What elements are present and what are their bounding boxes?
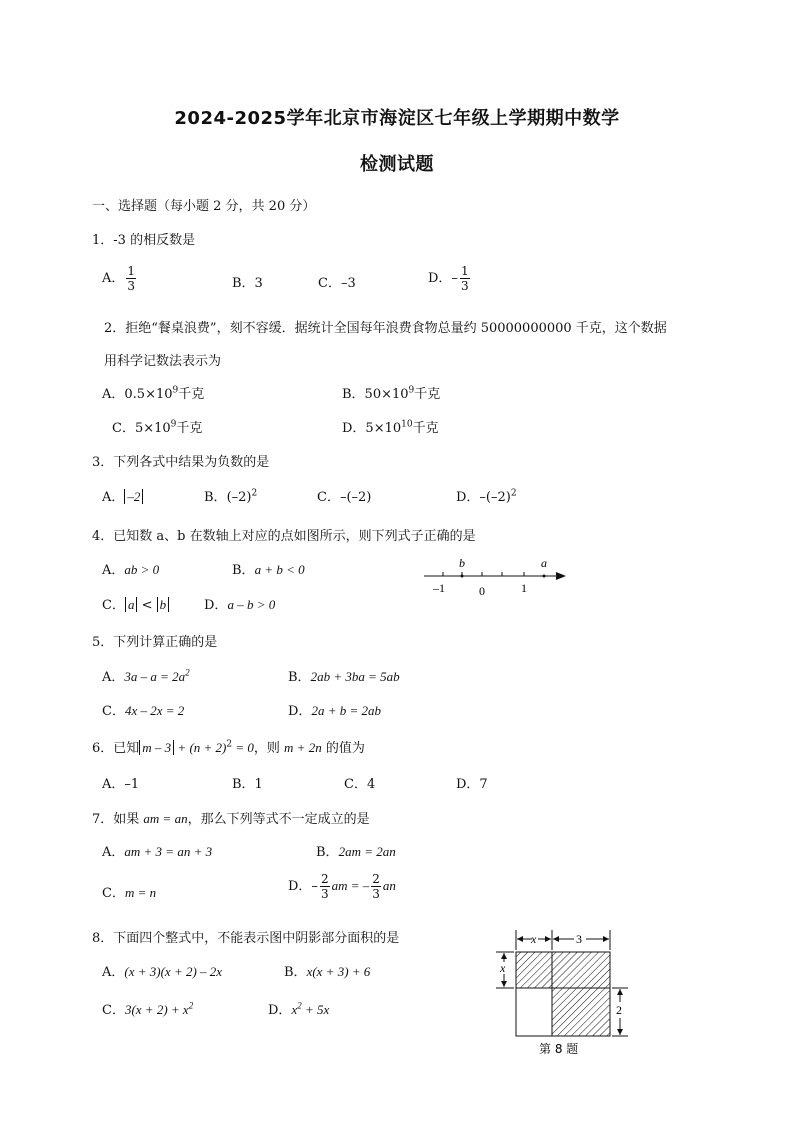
q4-option-b: B．a + b < 0 [232, 562, 305, 578]
title-line-2: 检测试题 [360, 154, 434, 175]
q1-stem: 1．-3 的相反数是 [92, 233, 196, 248]
q4-option-c: C． a < b [102, 594, 169, 613]
q3-stem: 3．下列各式中结果为负数的是 [92, 455, 270, 470]
q5-option-c: C．4x – 2x = 2 [102, 703, 185, 719]
shaded-region-3x2 [552, 988, 610, 1036]
q5-option-b: B．2ab + 3ba = 5ab [288, 669, 400, 685]
q1-option-d: D．– $\frac{1}{3}$ [428, 264, 469, 293]
label-2: 2 [616, 1003, 622, 1017]
q2-stem-line-2: 用科学记数法表示为 [104, 354, 222, 369]
q6-option-b: B．1 [232, 777, 263, 792]
q5-option-d: D．2a + b = 2ab [288, 703, 381, 719]
point-b [461, 575, 464, 578]
shaded-region-3x [552, 952, 610, 988]
label-b: b [459, 556, 465, 570]
q4-option-d: D．a – b > 0 [204, 597, 276, 613]
tick-label-neg1: –1 [433, 581, 445, 595]
q5-option-a: A．$3a - a = 2a^2$ [102, 667, 190, 685]
label-x-left: x [500, 961, 506, 975]
q6-option-d: D．7 [456, 777, 488, 792]
q6-option-c: C．4 [344, 777, 376, 792]
q7-option-a: A．am + 3 = an + 3 [102, 844, 213, 860]
q8-stem: 8．下面四个整式中，不能表示图中阴影部分面积的是 [92, 931, 400, 946]
q1-option-b: B．3 [232, 276, 263, 291]
q7-option-c: C．m = n [102, 885, 157, 901]
q2-option-c: C．$5\times 10^9$千克 [112, 419, 203, 436]
figure-caption: 第 8 题 [539, 1042, 579, 1056]
q2-option-d: D．$5\times 10^{10}$千克 [342, 419, 439, 436]
title-line-1: 2024-2025学年北京市海淀区七年级上学期期中数学 [174, 108, 620, 129]
q8-option-c: C．$3(x + 2) + x^2$ [102, 1000, 194, 1018]
q1-option-a: A． $\frac{1}{3}$ [102, 264, 136, 293]
q3-option-a: A． –2 [102, 486, 143, 505]
q6-stem: 6．已知 $m - 3 + (n + 2)^2 = 0$，则 m + 2n 的值为 [92, 739, 365, 756]
label-a: a [541, 556, 547, 570]
point-a [543, 575, 546, 578]
q4-stem: 4．已知数 a、b 在数轴上对应的点如图所示，则下列式子正确的是 [92, 529, 476, 544]
q7-stem: 7．如果 am = an，那么下列等式不一定成立的是 [92, 811, 370, 827]
shaded-region-xx [516, 952, 552, 988]
q8-option-b: B．x(x + 3) + 6 [284, 964, 371, 980]
q7-option-b: B．2am = 2an [316, 844, 396, 860]
q6-option-a: A．–1 [102, 777, 140, 792]
area-figure [490, 926, 640, 1060]
q3-option-b: B．$(-2)^2$ [204, 488, 258, 505]
q3-option-c: C．–(–2) [317, 490, 372, 505]
q7-option-d: D．– $\frac{2}{3}$ am = – $\frac{2}{3}$ an [288, 872, 396, 901]
tick-label-1: 1 [521, 581, 527, 595]
label-3: 3 [576, 932, 582, 946]
q4-option-a: A．ab > 0 [102, 562, 160, 578]
section-heading: 一、选择题（每小题 2 分，共 20 分） [92, 199, 316, 214]
q2-option-b: B．$50\times 10^9$千克 [342, 385, 441, 402]
q8-option-a: A．(x + 3)(x + 2) – 2x [102, 964, 223, 980]
number-line-figure [420, 552, 570, 600]
q2-stem-line-1: 2．拒绝“餐桌浪费”，刻不容缓．据统计全国每年浪费食物总量约 50000000000 千克，这个数据 [104, 321, 667, 336]
q5-stem: 5．下列计算正确的是 [92, 635, 218, 650]
unshaded-region [516, 988, 552, 1036]
label-x-top: x [531, 932, 537, 946]
q2-option-a: A．$0.5\times 10^9$千克 [102, 385, 205, 402]
q3-option-d: D．$-(-2)^2$ [456, 488, 517, 505]
q1-option-c: C．–3 [318, 276, 356, 291]
tick-label-0: 0 [479, 584, 485, 598]
number-line-arrow [556, 572, 566, 580]
q8-option-d: D．$x^2 + 5x$ [268, 1000, 330, 1018]
